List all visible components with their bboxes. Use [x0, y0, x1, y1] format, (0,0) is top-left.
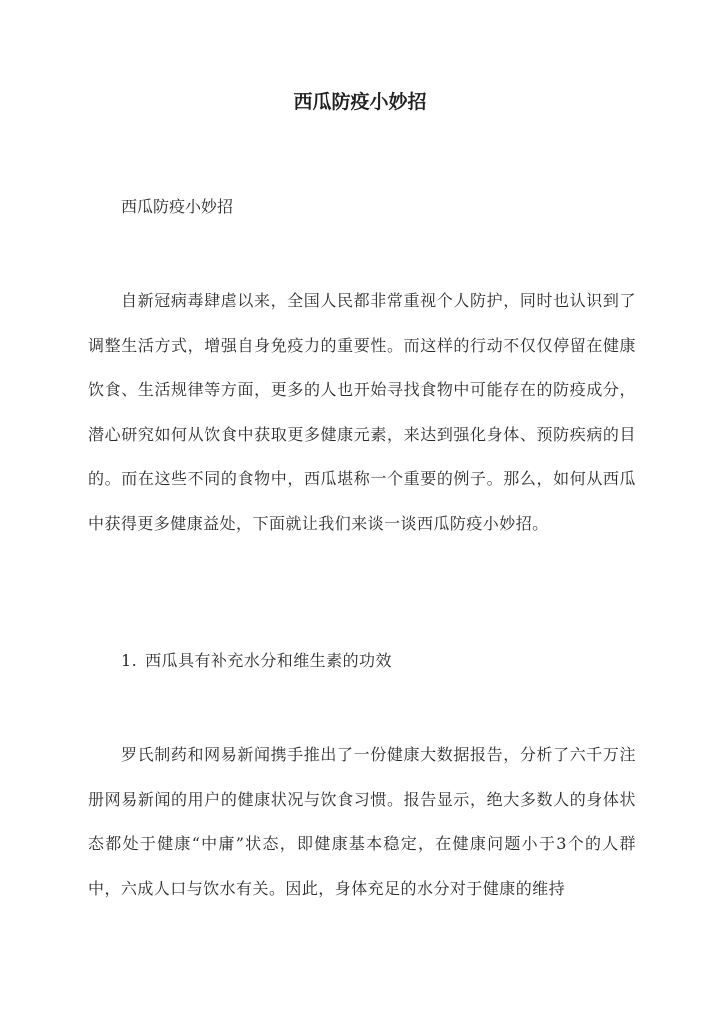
- section-paragraph: 罗氏制药和网易新闻携手推出了一份健康大数据报告，分析了六千万注册网易新闻的用户的健康状况与饮食习惯。报告显示，绝大多数人的身体状态都处于健康“中庸”状态，即健康基本稳定，在健康问题小于3个的人群中，六成人口与饮水有关。因此，身体充足的水分对于健康的维持: [88, 745, 636, 898]
- section-heading-text: 西瓜具有补充水分和维生素的功效: [145, 651, 392, 670]
- document-subtitle: 西瓜防疫小妙招: [121, 197, 234, 216]
- document-title: 西瓜防疫小妙招: [293, 91, 427, 113]
- section-heading: [121, 647, 392, 675]
- section-number: 1.: [121, 651, 138, 670]
- intro-paragraph: 自新冠病毒肆虐以来，全国人民都非常重视个人防护，同时也认识到了调整生活方式，增强自身免疫力的重要性。而这样的行动不仅仅停留在健康饮食、生活规律等方面，更多的人也开始寻找食物中可能存在的防疫成分，潜心研究如何从饮食中获取更多健康元素，来达到强化身体、预防疾病的目的。而在这些不同的食物中，西瓜堪称一个重要的例子。那么，如何从西瓜中获得更多健康益处，下面就让我们来谈一谈西瓜防疫小妙招。: [88, 291, 636, 533]
